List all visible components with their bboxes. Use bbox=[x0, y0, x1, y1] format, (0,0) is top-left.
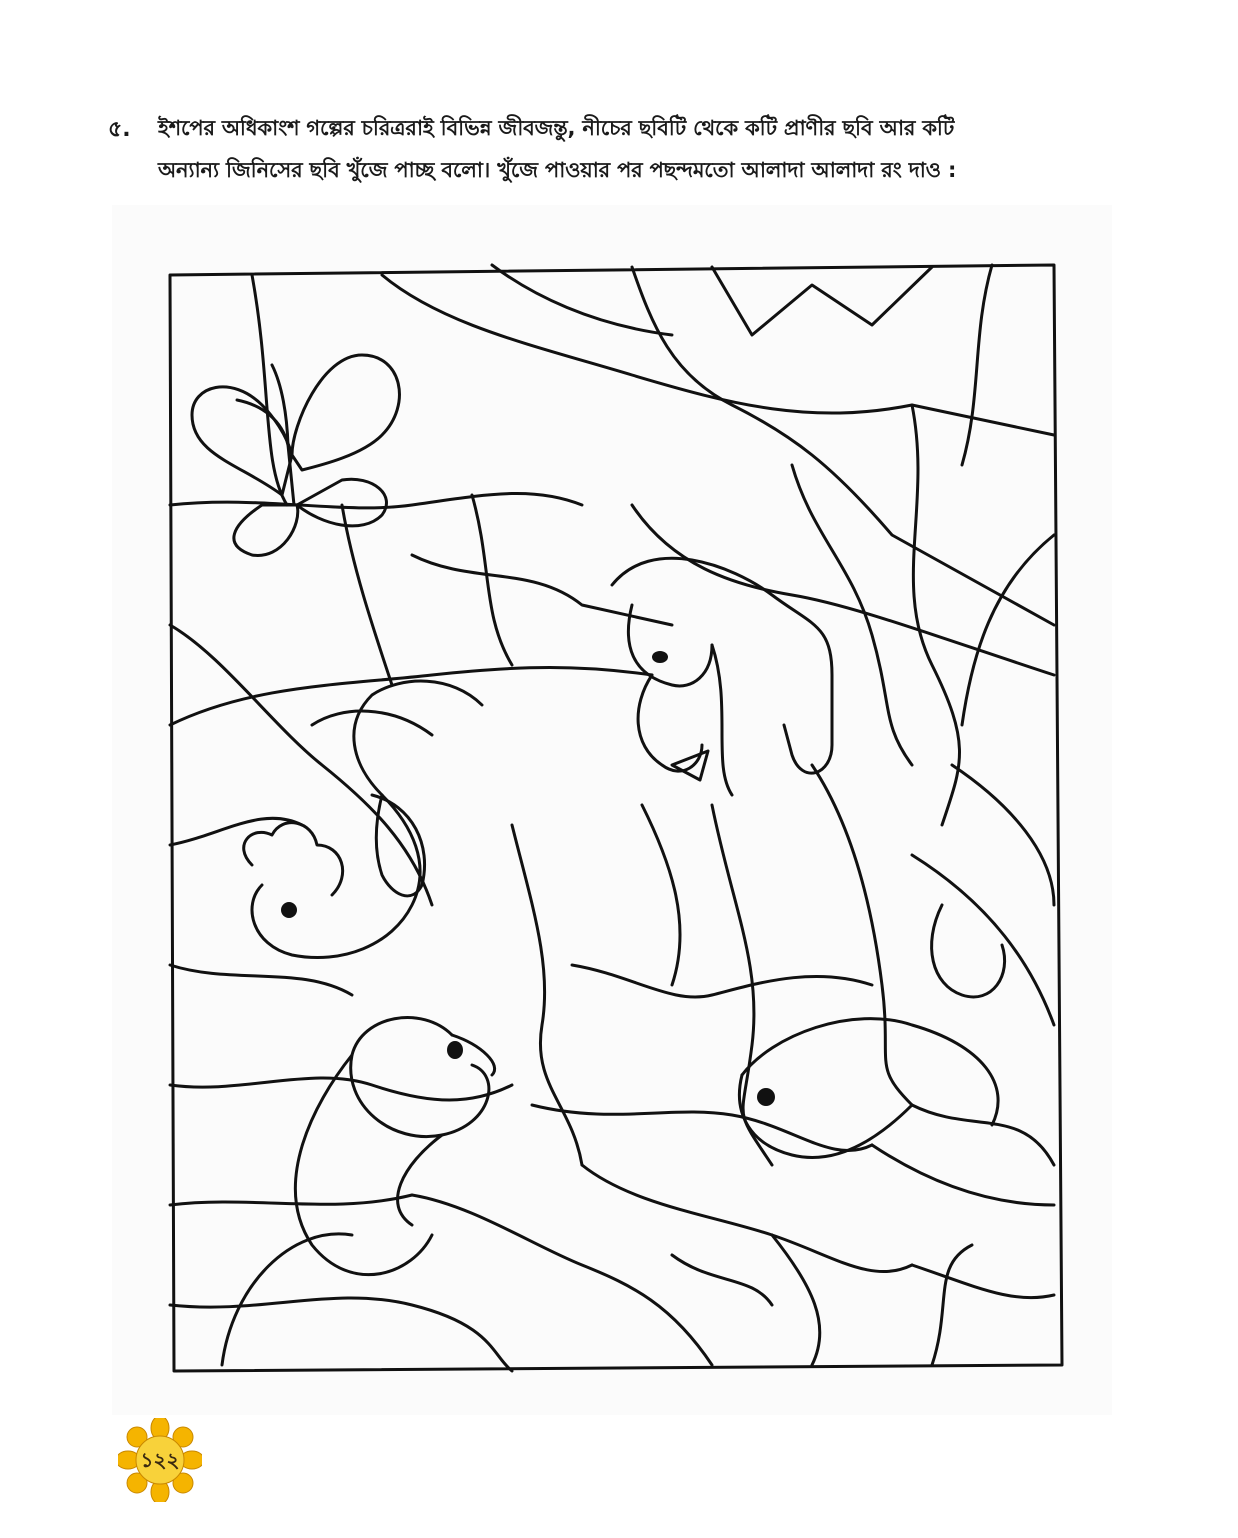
elephant-icon bbox=[612, 558, 832, 795]
butterfly-icon bbox=[192, 355, 399, 555]
question-text-line-2: অন্যান্য জিনিসের ছবি খুঁজে পাচ্ছ বলো। খুঁজে পাওয়ার পর পছন্দমতো আলাদা আলাদা রং দাও : bbox=[158, 158, 957, 182]
page-number: ১২২ bbox=[140, 1448, 180, 1472]
hidden-picture-illustration bbox=[112, 205, 1112, 1415]
question-text-line-1: ইশপের অধিকাংশ গল্পের চরিত্ররাই বিভিন্ন জীবজন্তু, নীচের ছবিটি থেকে কটি প্রাণীর ছবি আর কটি bbox=[158, 116, 955, 140]
page-number-badge bbox=[118, 1418, 202, 1502]
question-number: ৫. bbox=[108, 117, 131, 142]
